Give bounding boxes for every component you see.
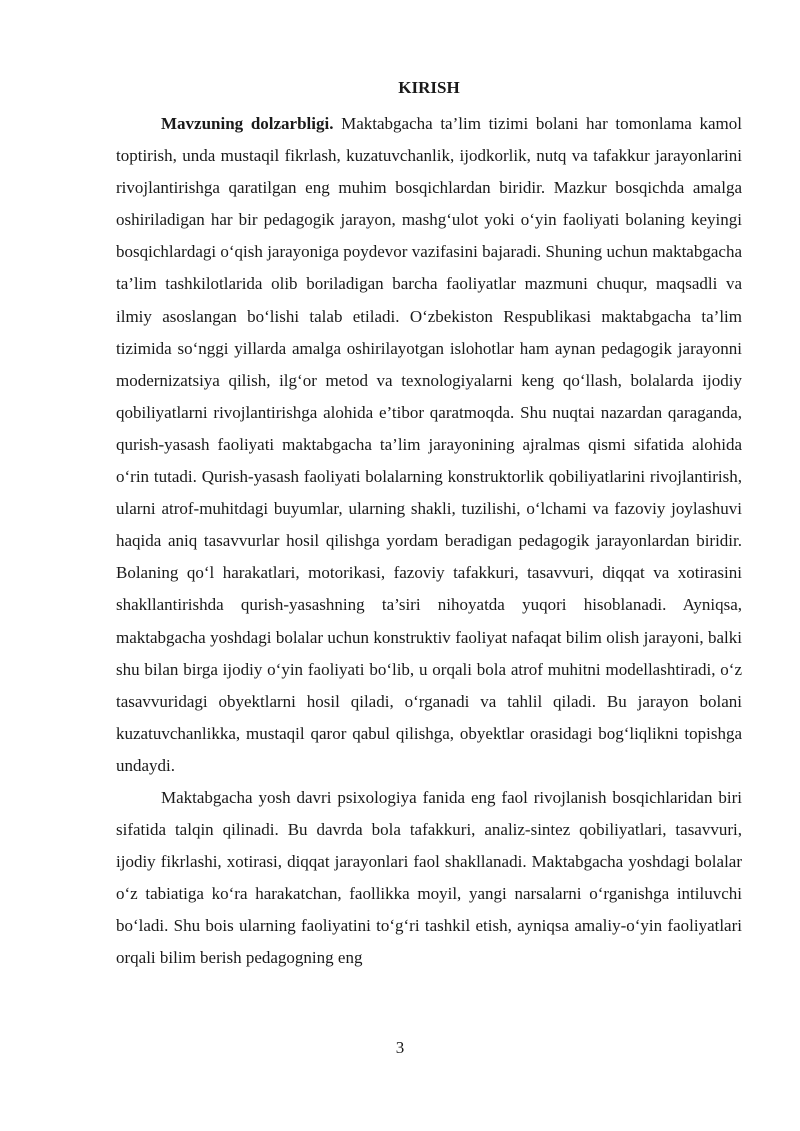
paragraph-text: Maktabgacha ta’lim tizimi bolani har tomonlama kamol toptirish, unda mustaqil fikrlash, kuzatuvchanlik, ijodkorlik, nutq va tafakkur jarayonlarini rivojlantirishga qaratilgan eng muhim bosqichlardan biridir. Mazkur bosqichda amalga oshiriladigan har bir pedagogik jarayon, mashg‘ulot yoki o‘yin faoliyati bolaning keyingi bosqichlardagi o‘qish jarayoniga poydevor vazifasini bajaradi. Shuning uchun maktabgacha ta’lim tashkilotlarida olib boriladigan barcha faoliyatlar mazmuni chuqur, maqsadli va ilmiy asoslangan bo‘lishi talab etiladi. O‘zbekiston Respublikasi maktabgacha ta’lim tizimida so‘nggi yillarda amalga oshirilayotgan islohotlar ham aynan pedagogik jarayonni modernizatsiya qilish, ilg‘or metod va texnologiyalarni keng qo‘llash, bolalarda ijodiy qobiliyatlarni rivojlantirishga alohida e’tibor qaratmoqda. Shu nuqtai nazardan qaraganda, qurish-yasash faoliyati maktabgacha ta’lim jarayonining ajralmas qismi sifatida alohida o‘rin tutadi. Qurish-yasash faoliyati bolalarning konstruktorlik qobiliyatlarini rivojlantirish, ularni atrof-muhitdagi buyumlar, ularning shakli, tuzilishi, o‘lchami va fazoviy joylashuvi haqida aniq tasavvurlar hosil qilishga yordam beradigan pedagogik jarayonlardan biridir. Bolaning qo‘l harakatlari, motorikasi, fazoviy tafakkuri, tasavvuri, diqqat va xotirasini shakllantirishda qurish-yasashning ta’siri nihoyatda yuqori hisoblanadi. Ayniqsa, maktabgacha yoshdagi bolalar uchun konstruktiv faoliyat nafaqat bilim olish jarayoni, balki shu bilan birga ijodiy o‘yin faoliyati bo‘lib, u orqali bola atrof muhitni modellashtiradi, o‘z tasavvuridagi obyektlarni hosil qiladi, o‘rganadi va tahlil qiladi. Bu jarayon bolani kuzatuvchanlikka, mustaqil qaror qabul qilishga, obyektlar orasidagi bog‘liqlikni topishga undaydi. [116,114,742,775]
paragraph-text: Maktabgacha yosh davri psixologiya fanida eng faol rivojlanish bosqichlaridan biri sifatida talqin qilinadi. Bu davrda bola tafakkuri, analiz-sintez qobiliyatlari, tasavvuri, ijodiy fikrlashi, xotirasi, diqqat jarayonlari faol shakllanadi. Maktabgacha yoshdagi bolalar o‘z tabiatiga ko‘ra harakatchan, faollikka moyil, yangi narsalarni o‘rganishga intiluvchi bo‘ladi. Shu bois ularning faoliyatini to‘g‘ri tashkil etish, ayniqsa amaliy-o‘yin faoliyatlari orqali bilim berish pedagogning eng [116,787,742,968]
paragraph-lead: Mavzuning dolzarbligi. [161,114,334,133]
section-heading: KIRISH [398,78,460,97]
document-body [116,76,742,975]
page-number: 3 [395,1038,405,1057]
paragraph-1 [116,108,742,782]
paragraph-2 [116,782,742,975]
